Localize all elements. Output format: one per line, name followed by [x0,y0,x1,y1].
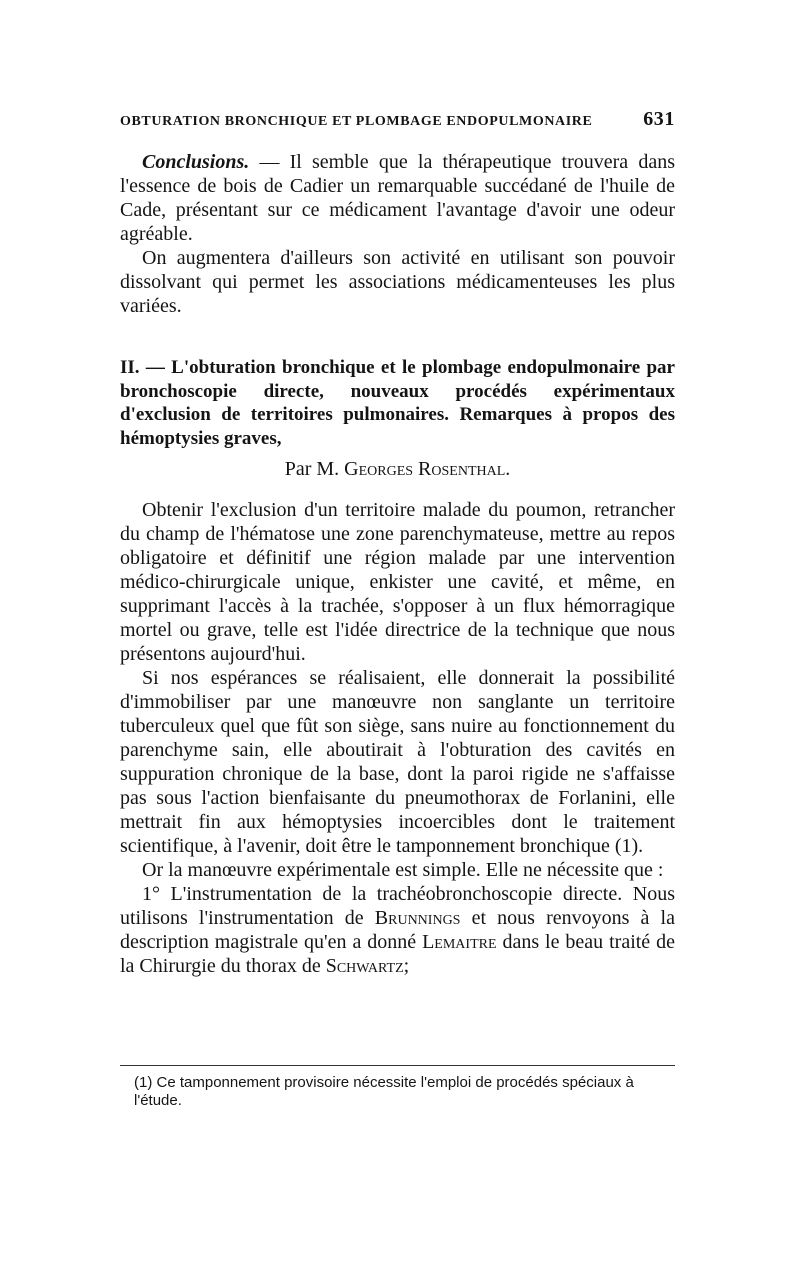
conclusions-paragraph [120,150,675,246]
section-heading: II. — L'obturation bronchique et le plombage endopulmonaire par bronchoscopie directe, nouveaux procédés expérimentaux d'exclusion de territoires pulmonaires. Remarques à propos des hémoptysies graves, [120,357,675,449]
conclusions-text-1: — Il semble que la thérapeutique trouvera dans l'essence de bois de Cadier un remarquable succédané de l'huile de Cade, présentant sur ce médicament l'avantage d'avoir une odeur agréable. [120,151,675,245]
conclusions-text-2: On augmentera d'ailleurs son activité en utilisant son pouvoir dissolvant qui permet les associations médicamenteuses les plus variées. [120,247,675,317]
conclusions-lead: Conclusions. [142,151,250,173]
byline [120,458,675,481]
byline-prefix: Par M. [284,458,340,480]
body-paragraph-3: Or la manœuvre expérimentale est simple. Elle ne nécessite que : [142,859,664,881]
body-paragraph-4-c: dans le beau traité de la Chirurgie du thorax de [120,931,675,977]
body-paragraph-4-d: ; [403,955,410,977]
body-paragraph-4 [120,882,675,978]
footnote-rule [120,1065,675,1066]
page-number: 631 [643,108,675,130]
footnote-text: (1) Ce tamponnement provisoire nécessite l'emploi de procédés spéciaux à l'étude. [134,1074,634,1109]
conclusions-block [120,150,675,318]
author-brunnings: Brunnings [374,907,461,929]
author-schwartz: Schwartz [325,955,404,977]
body-paragraph-2: Si nos espérances se réalisaient, elle donnerait la possibilité d'immobiliser par une manœuvre non sanglante un territoire tuberculeux quel que fût son siège, sans nuire au fonctionnement du parenchyme sain, elle aboutirait à l'obturation des cavités en suppuration chronique de la base, dont la paroi rigide ne s'affaisse pas sous l'action bienfaisante du pneumothorax de Forlanini, elle mettrait fin aux hémoptysies incoercibles dont le traitement scientifique, à l'avenir, doit être le tamponnement bronchique (1). [120,667,675,857]
footnote [120,1074,675,1110]
body-paragraph-4-b: et nous renvoyons à la description magistrale qu'en a donné [120,907,675,953]
byline-author: Georges Rosenthal. [344,458,511,480]
body-paragraph-4-a: 1° L'instrumentation de la trachéobronchoscopie directe. Nous utilisons l'instrumentation de [120,883,675,929]
author-lemaitre: Lemaitre [422,931,497,953]
running-head [120,108,675,136]
body-paragraph-1: Obtenir l'exclusion d'un territoire malade du poumon, retrancher du champ de l'hématose une zone parenchymateuse, mettre au repos obligatoire et définitif une région malade par une intervention médico-chirurgicale unique, enkister une cavité, et même, en supprimant l'accès à la trachée, s'opposer à un flux hémorragique mortel ou grave, telle est l'idée directrice de la technique que nous présentons aujourd'hui. [120,499,675,665]
body-text [120,498,675,978]
running-head-title: OBTURATION BRONCHIQUE ET PLOMBAGE ENDOPULMONAIRE [120,114,593,129]
